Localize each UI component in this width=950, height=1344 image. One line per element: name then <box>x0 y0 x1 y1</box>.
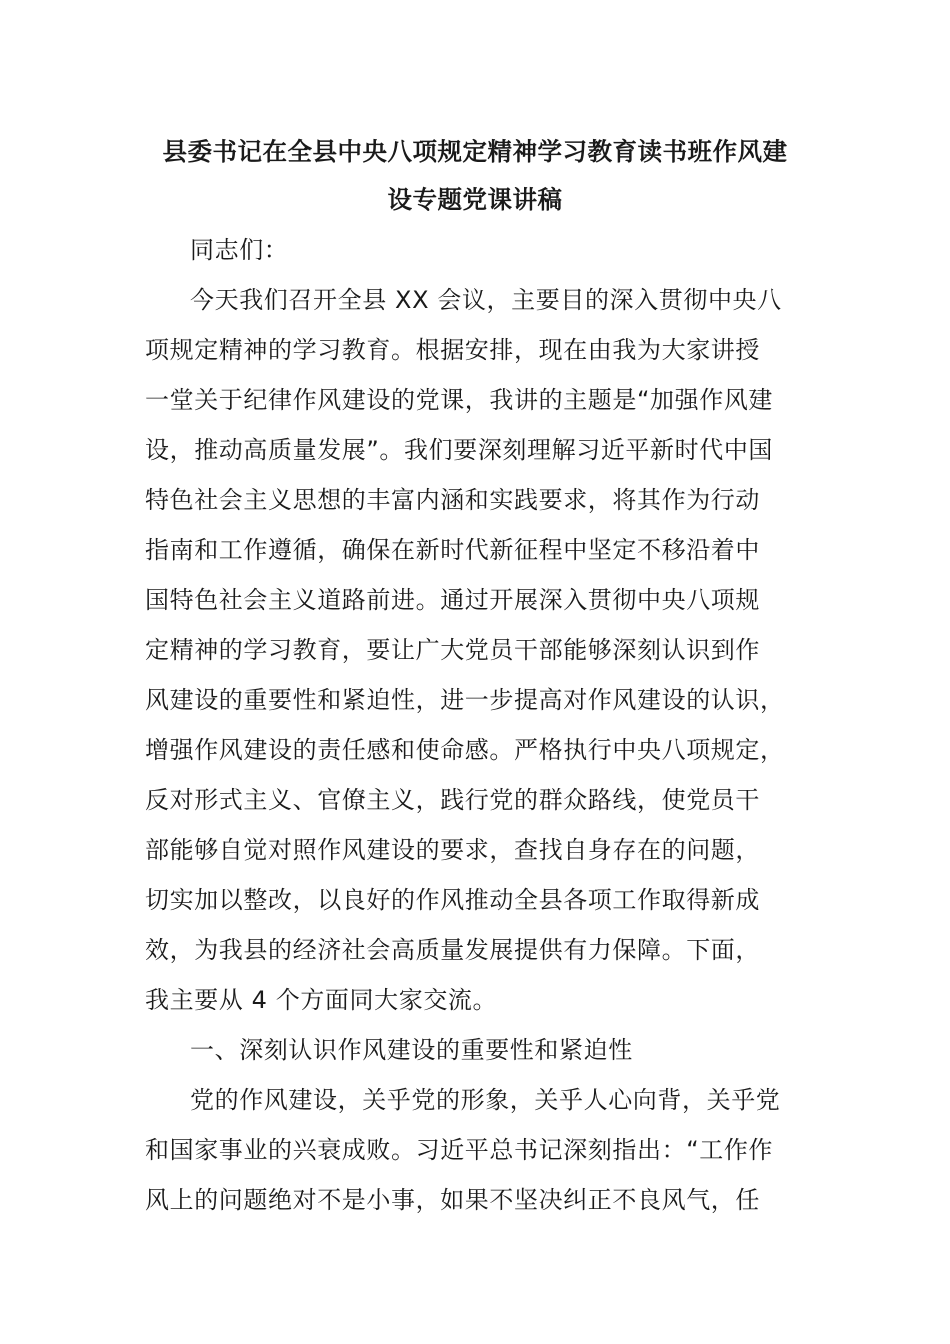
paragraph-line: 特色社会主义思想的丰富内涵和实践要求，将其作为行动 <box>145 486 760 514</box>
paragraph-line: 党的作风建设，关乎党的形象，关乎人心向背，关乎党 <box>190 1086 781 1114</box>
section-heading: 一、深刻认识作风建设的重要性和紧迫性 <box>190 1036 633 1064</box>
paragraph-line: 风建设的重要性和紧迫性，进一步提高对作风建设的认识， <box>145 686 785 714</box>
paragraph-line: 切实加以整改，以良好的作风推动全县各项工作取得新成 <box>145 886 760 914</box>
paragraph-line: 指南和工作遵循，确保在新时代新征程中坚定不移沿着中 <box>145 536 760 564</box>
paragraph-line: 效，为我县的经济社会高质量发展提供有力保障。下面， <box>145 936 760 964</box>
paragraph-line: 增强作风建设的责任感和使命感。严格执行中央八项规定， <box>145 736 785 764</box>
paragraph-line: 反对形式主义、官僚主义，践行党的群众路线，使党员干 <box>145 786 760 814</box>
paragraph-line: 今天我们召开全县 XX 会议，主要目的深入贯彻中央八 <box>190 286 782 314</box>
paragraph-line: 和国家事业的兴衰成败。习近平总书记深刻指出：“工作作 <box>145 1136 774 1164</box>
paragraph-line: 我主要从 4 个方面同大家交流。 <box>145 986 498 1014</box>
salutation: 同志们： <box>190 236 289 264</box>
paragraph-line: 设，推动高质量发展”。我们要深刻理解习近平新时代中国 <box>145 436 774 464</box>
paragraph-line: 风上的问题绝对不是小事，如果不坚决纠正不良风气，任 <box>145 1186 760 1214</box>
document-title-line-1: 县委书记在全县中央八项规定精神学习教育读书班作风建 <box>162 137 788 166</box>
paragraph-line: 项规定精神的学习教育。根据安排，现在由我为大家讲授 <box>145 336 760 364</box>
document-title-line-2: 设专题党课讲稿 <box>387 185 563 214</box>
paragraph-line: 定精神的学习教育，要让广大党员干部能够深刻认识到作 <box>145 636 760 664</box>
paragraph-line: 国特色社会主义道路前进。通过开展深入贯彻中央八项规 <box>145 586 760 614</box>
paragraph-line: 一堂关于纪律作风建设的党课，我讲的主题是“加强作风建 <box>145 386 774 414</box>
paragraph-line: 部能够自觉对照作风建设的要求，查找自身存在的问题， <box>145 836 760 864</box>
